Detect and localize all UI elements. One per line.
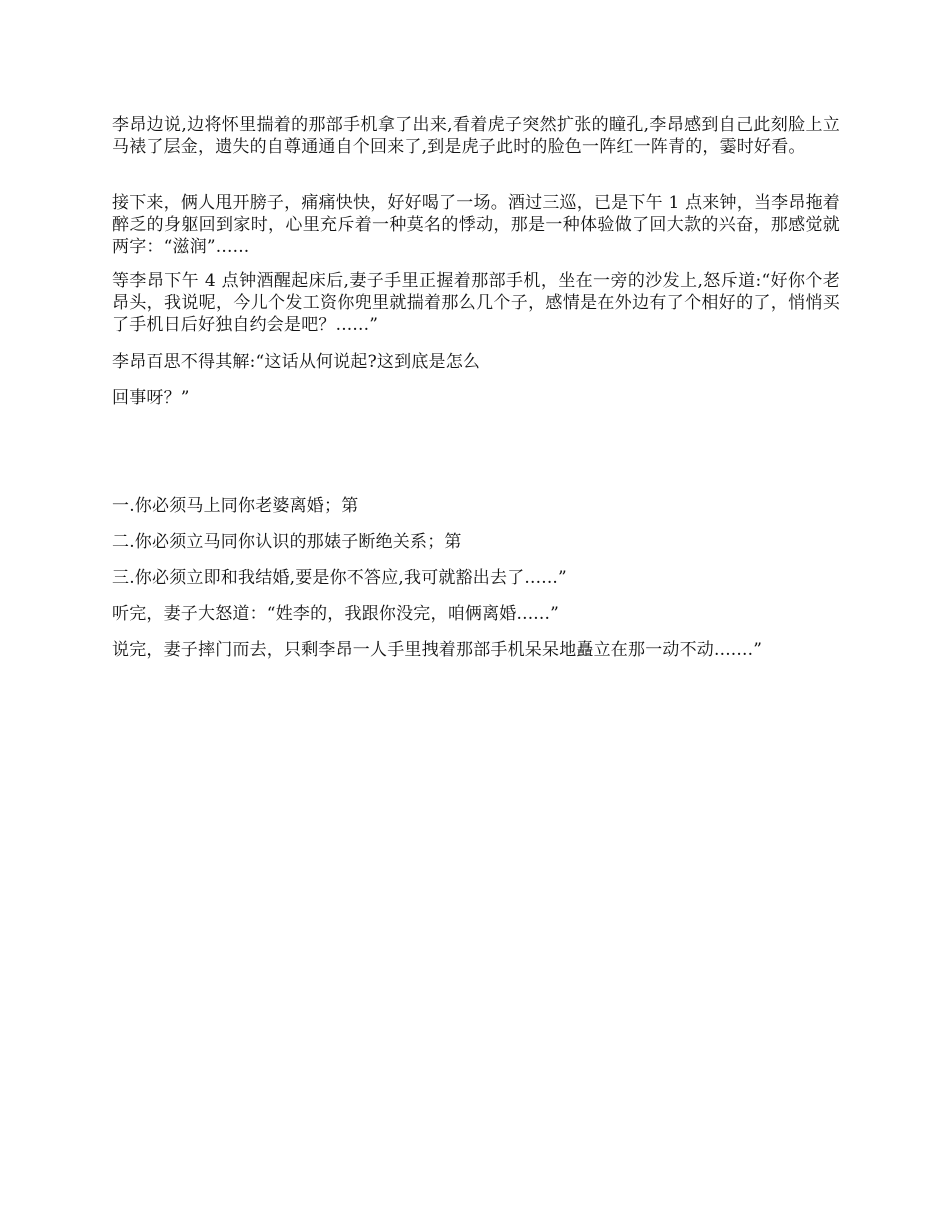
- list-item-two: 二.你必须立马同你认识的那婊子断绝关系；第: [112, 532, 462, 552]
- paragraph-phone-reveal: 李昂边说,边将怀里揣着的那部手机拿了出来,看着虎子突然扩张的瞳孔,李昂感到自己此刻脸上立马裱了层金，遗失的自尊通通自个回来了,到是虎子此时的脸色一阵红一阵青的，霎时好看。: [112, 115, 840, 157]
- paragraph-wife-scolding: 等李昂下午 4 点钟酒醒起床后,妻子手里正握着那部手机，坐在一旁的沙发上,怒斥道:“好你个老昂头，我说呢，今儿个发工资你兜里就揣着那么几个子，感情是在外边有了个相好的了，悄悄买了手机日后好独自约会是吧？......”: [112, 271, 840, 335]
- paragraph-ending: 说完，妻子摔门而去，只剩李昂一人手里拽着那部手机呆呆地矗立在那一动不动.......”: [112, 640, 763, 660]
- paragraph-drinking: 接下来，俩人甩开膀子，痛痛快快，好好喝了一场。酒过三巡，已是下午 1 点来钟，当李昂拖着醉乏的身躯回到家时，心里充斥着一种莫名的悸动，那是一种体验做了回大款的兴奋，那感觉就两字：“滋润”......: [112, 193, 840, 257]
- list-item-three: 三.你必须立即和我结婚,要是你不答应,我可就豁出去了......”: [112, 568, 567, 588]
- paragraph-confused: 李昂百思不得其解:“这话从何说起?这到底是怎么: [112, 352, 481, 372]
- list-item-one: 一.你必须马上同你老婆离婚；第: [112, 496, 359, 516]
- paragraph-wife-angry: 听完，妻子大怒道：“姓李的，我跟你没完，咱俩离婚......”: [112, 604, 560, 624]
- paragraph-confused-continued: 回事呀？”: [112, 388, 190, 408]
